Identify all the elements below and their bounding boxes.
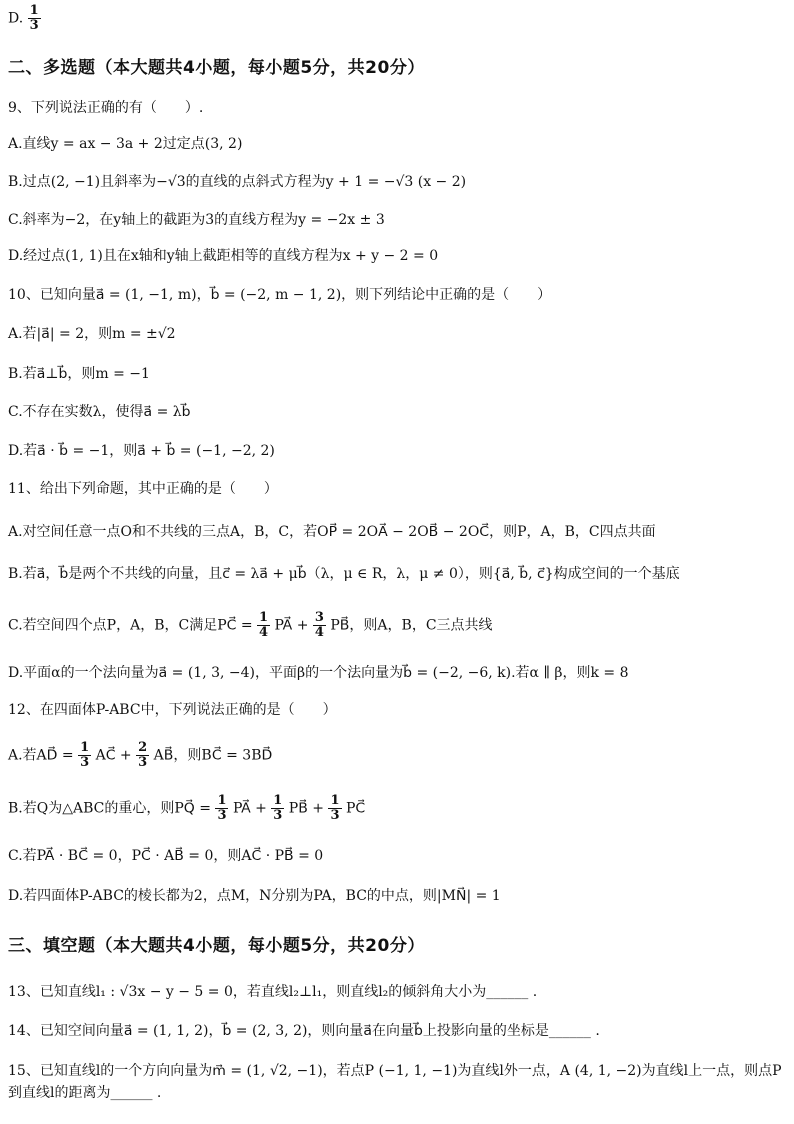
fraction-numerator: 1 [259, 610, 269, 625]
question-11-option-b: B.若a⃗，b⃗是两个不共线的向量，且c⃗ = λa⃗ + μb⃗（λ，μ ∈ R，λ，μ ≠ 0），则{a⃗, b⃗, c⃗}构成空间的一个基底 [8, 566, 680, 582]
fraction-one-quarter [257, 611, 270, 640]
option-label: D. [8, 10, 24, 27]
prev-question-option-d [8, 4, 786, 33]
fraction-numerator: 1 [29, 3, 39, 18]
fraction-denominator: 3 [273, 808, 283, 823]
fraction-one-third [215, 794, 228, 823]
fraction-denominator: 3 [138, 755, 148, 770]
option-b-middle-2: PB⃗ + [288, 800, 325, 817]
question-10-option-c: C.不存在实数λ，使得a⃗ = λb⃗ [8, 404, 191, 420]
option-a-suffix: AB⃗，则BC⃗ = 3BD⃗ [153, 747, 273, 764]
fraction-numerator: 1 [330, 793, 340, 808]
section-title-multiple-choice: 二、多选题（本大题共4小题，每小题5分，共20分） [8, 58, 425, 78]
question-9-option-a: A.直线y = ax − 3a + 2过定点(3, 2) [8, 136, 243, 152]
question-15-stem: 15、已知直线l的一个方向向量为m⃗ = (1, √2, −1)，若点P (−1, 1, −1)为直线l外一点，A (4, 1, −2)为直线l上一点，则点P到直线l的距离为______ . [8, 1063, 782, 1101]
question-11-option-c [8, 611, 786, 640]
option-b-suffix: PC⃗ [345, 800, 366, 817]
fraction-numerator: 1 [217, 793, 227, 808]
question-12-option-a [8, 741, 786, 770]
question-10-option-b: B.若a⃗⊥b⃗，则m = −1 [8, 366, 150, 382]
question-12-stem: 12、在四面体P-ABC中，下列说法正确的是（ ） [8, 702, 337, 718]
question-12-option-b [8, 794, 786, 823]
question-10-option-a: A.若|a⃗| = 2，则m = ±√2 [8, 326, 176, 342]
option-a-middle: AC⃗ + [95, 747, 132, 764]
fraction-three-quarters [313, 611, 326, 640]
option-b-middle-1: PA⃗ + [232, 800, 267, 817]
question-9-option-d: D.经过点(1, 1)且在x轴和y轴上截距相等的直线方程为x + y − 2 = 0 [8, 248, 439, 264]
question-13-stem: 13、已知直线l₁ : √3x − y − 5 = 0，若直线l₂⊥l₁，则直线l₂的倾斜角大小为______ . [8, 984, 538, 1000]
fraction-one-third [271, 794, 284, 823]
section-title-fill-in: 三、填空题（本大题共4小题，每小题5分，共20分） [8, 936, 425, 956]
option-c-suffix: PB⃗，则A，B，C三点共线 [330, 617, 493, 634]
question-9-option-c: C.斜率为−2，在y轴上的截距为3的直线方程为y = −2x ± 3 [8, 212, 385, 228]
question-10-option-d: D.若a⃗ · b⃗ = −1，则a⃗ + b⃗ = (−1, −2, 2) [8, 443, 275, 459]
fraction-numerator: 1 [273, 793, 283, 808]
question-12-option-d: D.若四面体P-ABC的棱长都为2，点M，N分别为PA，BC的中点，则|MN⃗| = 1 [8, 888, 501, 904]
fraction-denominator: 3 [29, 18, 39, 33]
question-11-option-d: D.平面α的一个法向量为a⃗ = (1, 3, −4)，平面β的一个法向量为b⃗ = (−2, −6, k).若α ∥ β，则k = 8 [8, 665, 629, 681]
fraction-denominator: 3 [330, 808, 340, 823]
question-9-stem: 9、下列说法正确的有（ ）. [8, 100, 204, 116]
question-10-stem: 10、已知向量a⃗ = (1, −1, m)，b⃗ = (−2, m − 1, 2)，则下列结论中正确的是（ ） [8, 287, 552, 303]
fraction-denominator: 4 [259, 625, 269, 640]
fraction-two-thirds [136, 741, 149, 770]
fraction-denominator: 4 [314, 625, 324, 640]
question-14-stem: 14、已知空间向量a⃗ = (1, 1, 2)，b⃗ = (2, 3, 2)，则向量a⃗在向量b⃗上投影向量的坐标是______ . [8, 1023, 600, 1039]
question-9-option-b: B.过点(2, −1)且斜率为−√3的直线的点斜式方程为y + 1 = −√3 (x − 2) [8, 174, 467, 190]
question-11-option-a: A.对空间任意一点O和不共线的三点A，B，C，若OP⃗ = 2OA⃗ − 2OB⃗ − 2OC⃗，则P，A，B，C四点共面 [8, 524, 656, 540]
fraction [28, 4, 41, 33]
option-a-prefix: A.若AD⃗ = [8, 747, 74, 764]
fraction-one-third [328, 794, 341, 823]
option-b-prefix: B.若Q为△ABC的重心，则PQ⃗ = [8, 800, 211, 817]
fraction-numerator: 3 [314, 610, 324, 625]
fraction-denominator: 3 [80, 755, 90, 770]
fraction-numerator: 1 [80, 740, 90, 755]
option-c-middle: PA⃗ + [274, 617, 309, 634]
question-11-stem: 11、给出下列命题，其中正确的是（ ） [8, 481, 278, 497]
fraction-one-third [78, 741, 91, 770]
option-c-prefix: C.若空间四个点P，A，B，C满足PC⃗ = [8, 617, 253, 634]
fraction-denominator: 3 [217, 808, 227, 823]
question-12-option-c: C.若PA⃗ · BC⃗ = 0，PC⃗ · AB⃗ = 0，则AC⃗ · PB⃗ = 0 [8, 848, 324, 864]
fraction-numerator: 2 [138, 740, 148, 755]
